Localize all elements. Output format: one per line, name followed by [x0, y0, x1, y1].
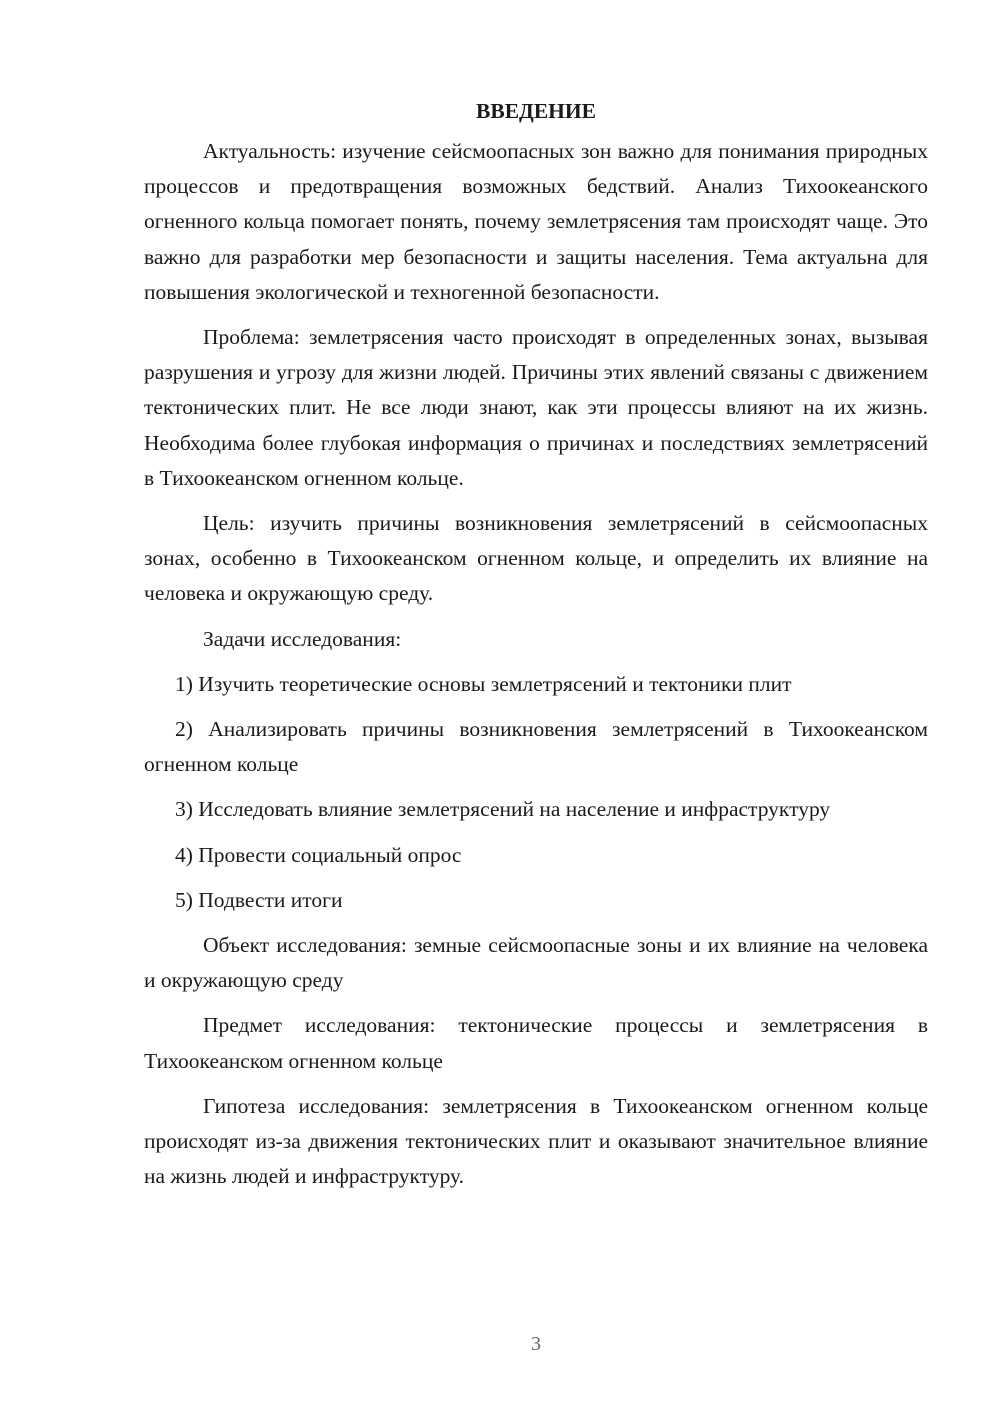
paragraph-goal: Цель: изучить причины возникновения землетрясений в сейсмоопасных зонах, особенно в Тихоокеанском огненном кольце, и определить их влияние на человека и окружающую среду.: [144, 511, 928, 606]
paragraph-hypothesis: Гипотеза исследования: землетрясения в Тихоокеанском огненном кольце происходят из-за движения тектонических плит и оказывают значительное влияние на жизнь людей и инфраструктуру.: [144, 1093, 928, 1189]
page-content: [144, 94, 928, 1204]
paragraph-relevance: Актуальность: изучение сейсмоопасных зон важно для понимания природных процессов и предотвращения возможных бедствий. Анализ Тихоокеанского огненного кольца помогает понять, почему землетрясения там происходят чаще. Это важно для разработки мер безопасности и защиты населения. Тема актуальна для повышения экологической и техногенной безопасности.: [144, 139, 928, 304]
task-item-5: 5) Подвести итоги: [175, 887, 343, 912]
task-item-2: 2) Анализировать причины возникновения землетрясений в Тихоокеанском огненном кольце: [144, 717, 928, 777]
task-item-4: 4) Провести социальный опрос: [175, 842, 462, 867]
task-item-1: 1) Изучить теоретические основы землетрясений и тектоники плит: [175, 671, 792, 696]
paragraph-object: Объект исследования: земные сейсмоопасные зоны и их влияние на человека и окружающую среду: [144, 933, 928, 993]
paragraph-tasks-intro: Задачи исследования:: [203, 626, 402, 651]
task-item-3: 3) Исследовать влияние землетрясений на население и инфраструктуру: [175, 797, 831, 822]
section-heading: ВВЕДЕНИЕ: [476, 99, 596, 123]
paragraph-subject: Предмет исследования: тектонические процессы и землетрясения в Тихоокеанском огненном кольце: [144, 1013, 928, 1073]
paragraph-problem: Проблема: землетрясения часто происходят в определенных зонах, вызывая разрушения и угрозу для жизни людей. Причины этих явлений связаны с движением тектонических плит. Не все люди знают, как эти процессы влияют на их жизнь. Необходима более глубокая информация о причинах и последствиях землетрясений в Тихоокеанском огненном кольце.: [144, 325, 928, 490]
page-number: 3: [531, 1333, 541, 1355]
